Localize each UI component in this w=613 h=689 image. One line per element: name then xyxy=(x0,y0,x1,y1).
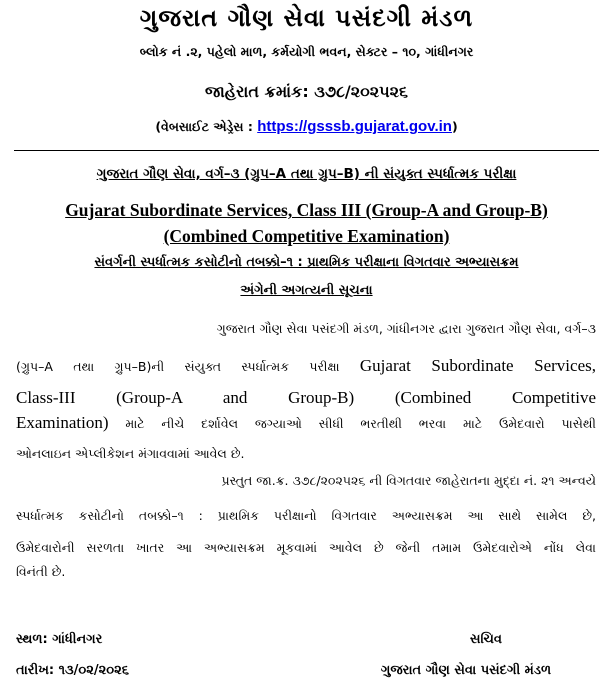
exam-title-gujarati: ગુજરાત ગૌણ સેવા, વર્ગ–૩ (ગ્રુપ–A તથા ગ્રુપ–B) ની સંયુક્ત સ્પર્ધાત્મક પરીક્ષા xyxy=(96,166,517,182)
body-p1-line5: ઓનલાઇન એપ્લીકેશન મંગાવવામાં આવેલ છે. xyxy=(16,446,245,461)
body-p1-line4 xyxy=(16,413,596,433)
header-divider xyxy=(14,150,599,151)
exam-title-english-line2: (Combined Competitive Examination) xyxy=(163,226,450,246)
place-label: સ્થળ: ગાંધીનગર xyxy=(16,632,103,647)
body-p2-line4: વિનંતી છે. xyxy=(16,564,66,579)
website-label: (વેબસાઈટ એડ્રેસ : xyxy=(155,119,258,134)
org-title: ગુજરાત ગૌણ સેવા પસંદગી મંડળ xyxy=(139,4,474,32)
org-address: બ્લોક નં .૨, પહેલો માળ, કર્મયોગી ભવન, સેક્ટર – ૧૦, ગાંધીનગર xyxy=(139,44,474,59)
date-label: તારીખ: ૧૩/૦૨/૨૦૨૬ xyxy=(16,663,130,678)
body-p1-line2-gujarati: (ગ્રુપ–A તથા ગ્રુપ–B)ની સંયુક્ત સ્પર્ધાત્મક પરીક્ષા xyxy=(16,359,340,374)
website-close: ) xyxy=(451,119,458,134)
notice-subject-line2: અંગેની અગત્યની સૂચના xyxy=(240,283,373,298)
advertisement-number: જાહેરાત ક્રમાંક: ૩૭૮/૨૦૨૫૨૬ xyxy=(205,82,408,101)
body-p1-line1: ગુજરાત ગૌણ સેવા પસંદગી મંડળ, ગાંધીનગર દ્વારા ગુજરાત ગૌણ સેવા, વર્ગ–૩ xyxy=(216,321,596,336)
designation: સચિવ xyxy=(470,632,502,647)
body-p1-line4-english: Examination) xyxy=(16,413,109,432)
body-p2-line3: ઉમેદવારોની સરળતા ખાતર આ અભ્યાસક્રમ મૂકવામાં આવેલ છે જેની તમામ ઉમેદવારોએ નોંધ લેવા xyxy=(16,540,596,555)
website-line xyxy=(0,118,613,135)
notice-subject-line1: સંવર્ગની સ્પર્ધાત્મક કસોટીનો તબક્કો–૧ : પ્રાથમિક પરીક્ષાના વિગતવાર અભ્યાસક્રમ xyxy=(94,255,519,270)
body-p1-line2-english: Gujarat Subordinate Services, xyxy=(359,356,596,375)
body-p2-line1: પ્રસ્તુત જા.ક્ર. ૩૭૮/૨૦૨૫૨૬ ની વિગતવાર જાહેરાતના મુદ્દા નં. ૨૧ અન્વયે xyxy=(221,473,596,488)
body-p2-line2: સ્પર્ધાત્મક કસોટીનો તબક્કો–૧ : પ્રાથમિક પરીક્ષાનો વિગતવાર અભ્યાસક્રમ આ સાથે સામેલ છે, xyxy=(16,508,596,523)
website-link[interactable]: https://gsssb.gujarat.gov.in xyxy=(257,118,452,135)
exam-title-english-line1: Gujarat Subordinate Services, Class III (Group-A and Group-B) xyxy=(65,200,548,220)
body-p1-line3: Class-III (Group-A and Group-B) (Combined Competitive xyxy=(16,388,596,407)
signatory: ગુજરાત ગૌણ સેવા પસંદગી મંડળ xyxy=(380,663,552,678)
body-p1-line2 xyxy=(16,356,596,376)
body-p1-line4-gujarati: માટે નીચે દર્શાવેલ જગ્યાઓ સીધી ભરતીથી ભરવા માટે ઉમેદવારો પાસેથી xyxy=(125,416,596,431)
